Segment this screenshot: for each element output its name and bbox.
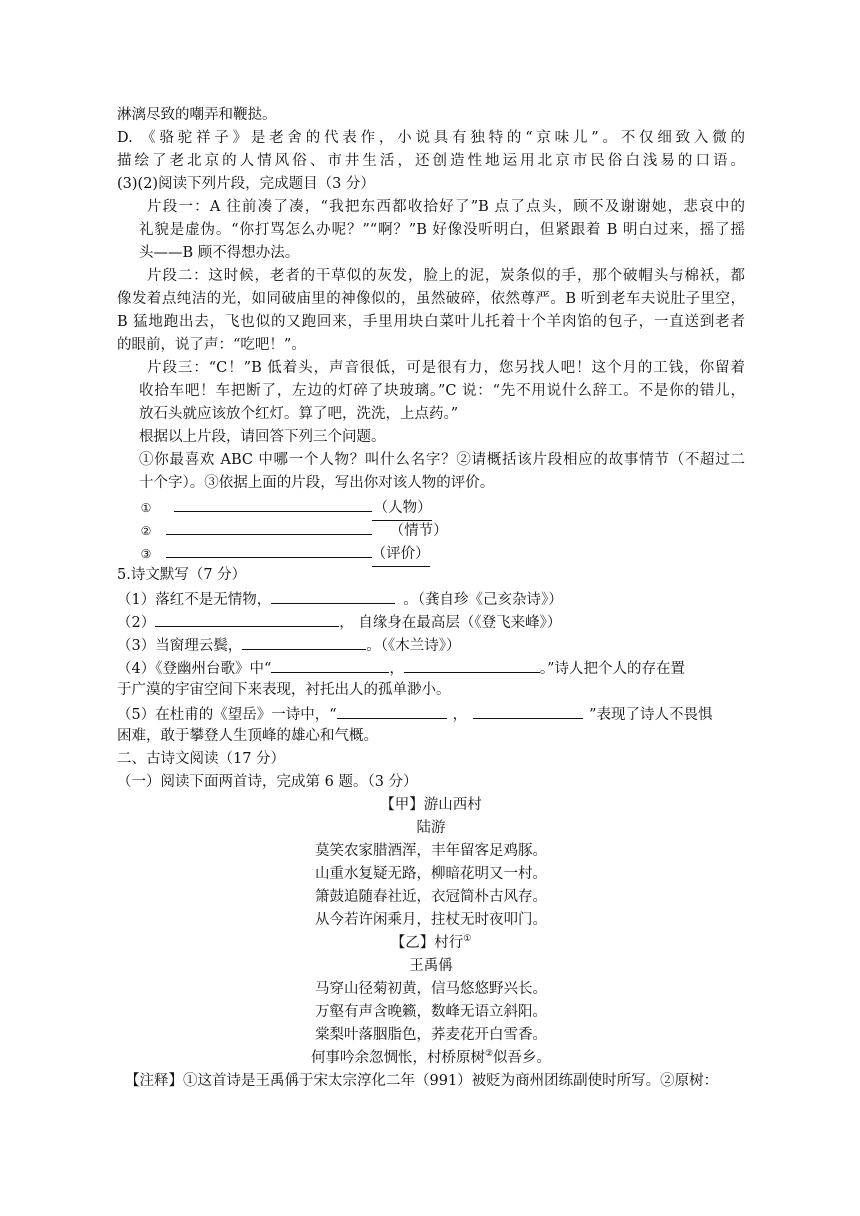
dictation-item — [117, 702, 745, 725]
poem-a-line: 箫鼓追随春社近，衣冠简朴古风存。 — [315, 889, 547, 905]
question-text: 根据以上片段，请回答下列三个问题。 — [139, 429, 386, 445]
section-heading: 5.诗文默写（7 分） — [117, 567, 247, 583]
dictation-text: （1）落红不是无情物， — [117, 592, 272, 608]
dictation-blank[interactable] — [404, 656, 540, 673]
poem-b-line-text: 何事吟余忽惆怅，村桥原树 — [310, 1050, 485, 1066]
dictation-blank[interactable] — [473, 702, 583, 719]
poem-b-title-text: 【乙】村行 — [390, 935, 464, 951]
section-heading: 二、古诗文阅读（17 分） — [117, 751, 286, 767]
dictation-item — [117, 633, 745, 656]
poem-b-line-text: 似吾乡。 — [493, 1050, 552, 1066]
answer-line-evaluation — [117, 541, 745, 564]
answer-number: ③ — [140, 547, 152, 561]
answer-label: （情节） — [389, 523, 448, 539]
answer-line-plot — [117, 518, 745, 541]
question-text: 十个字）。③依据上面的片段，写出你对该人物的评价。 — [139, 475, 495, 491]
poem-b-author: 王禹偁 — [409, 958, 453, 974]
footnote-marker: ① — [463, 934, 472, 945]
dictation-item — [117, 587, 745, 610]
question-text: ①你最喜欢 ABC 中哪一个人物？叫什么名字？②请概括该片段相应的故事情节（不超过二 — [139, 452, 745, 468]
excerpt-1-line: 片段一：A 往前凑了凑，“我把东西都收拾好了”B 点了点头，顾不及谢谢她，悲哀中的 — [147, 199, 745, 215]
poem-a-title: 【甲】游山西村 — [380, 797, 482, 813]
dictation-text: （5）在杜甫的《望岳》一诗中，“ — [117, 707, 337, 723]
dictation-text: （2） — [117, 615, 156, 631]
dictation-blank[interactable] — [271, 587, 395, 604]
subsection-heading: （一）阅读下面两首诗，完成第 6 题。（3 分） — [117, 774, 418, 790]
answer-blank[interactable] — [166, 518, 372, 535]
text-line: 描绘了老北京的人情风俗、市井生活，还创造性地运用北京市民俗白浅易的口语。 — [117, 153, 745, 169]
dictation-blank[interactable] — [271, 656, 389, 673]
excerpt-1-line: 礼貌是虚伪。“你打骂怎么办呢？”“啊？”B 好像没听明白，但紧跟着 B 明白过来，摇了摇 — [139, 222, 745, 238]
dictation-blank[interactable] — [337, 702, 447, 719]
dictation-text: 。（龚自珍《己亥杂诗》） — [403, 592, 563, 608]
excerpt-2-line: 像发着点纯洁的光，如同破庙里的神像似的，虽然破碎，依然尊严。B 听到老车夫说肚子里空， — [117, 291, 745, 307]
text-line: D. 《骆驼祥子》是老舍的代表作，小说具有独特的“京味儿”。不仅细致入微的 — [117, 130, 745, 146]
poem-a-author: 陆游 — [416, 820, 446, 836]
text-line: 淋漓尽致的嘲弄和鞭挞。 — [117, 107, 277, 123]
document-page — [117, 104, 745, 1093]
answer-line-character — [117, 495, 745, 518]
dictation-text: 。”诗人把个人的存在置 — [539, 661, 686, 677]
dictation-item — [117, 610, 745, 633]
poem-a-line: 从今若许闲乘月，拄杖无时夜叩门。 — [315, 912, 547, 928]
dictation-blank[interactable] — [242, 633, 366, 650]
poem-b-line: 万壑有声含晚籁，数峰无语立斜阳。 — [315, 1004, 547, 1020]
footnote-marker: ② — [484, 1049, 494, 1060]
poem-a-line: 莫笑农家腊酒浑，丰年留客足鸡豚。 — [315, 843, 547, 859]
excerpt-3-line: 片段三：“C！”B 低着头，声音很低，可是很有力，您另找人吧！这个月的工钱，你留着 — [147, 360, 745, 376]
dictation-text: 。（《木兰诗》） — [366, 638, 461, 654]
excerpt-2-line: 的眼前，说了声：“吃吧！”。 — [117, 337, 306, 353]
excerpt-3-line: 放石头就应该放个红灯。算了吧，洗洗，上点药。” — [139, 406, 459, 422]
dictation-item — [117, 656, 745, 679]
poem-b-title — [117, 932, 745, 955]
poem-b-line: 马穿山径菊初黄，信马悠悠野兴长。 — [315, 981, 547, 997]
dictation-text: 困难，敢于攀登人生顶峰的雄心和气概。 — [117, 728, 378, 744]
dictation-text: （4）《登幽州台歌》中“ — [117, 661, 272, 677]
dictation-text: 于广漠的宇宙空间下来表现，衬托出人的孤单渺小。 — [117, 682, 451, 698]
dictation-blank[interactable] — [155, 610, 339, 627]
answer-number: ② — [140, 524, 152, 538]
dictation-text: ， — [389, 661, 404, 677]
dictation-text: ”表现了诗人不畏惧 — [589, 707, 713, 723]
excerpt-1-line: 头——B 顾不得想办法。 — [139, 245, 300, 261]
answer-label: （评价） — [372, 543, 430, 567]
poem-b-line: 棠梨叶落胭脂色，荞麦花开白雪香。 — [315, 1027, 547, 1043]
excerpt-3-line: 收拾车吧！车把断了，左边的灯碎了块玻璃。”C 说：“先不用说什么辞工。不是你的错儿， — [139, 383, 745, 399]
dictation-text: （3）当窗理云鬓， — [117, 638, 243, 654]
dictation-text: ， 自缘身在最高层（《登飞来峰》） — [339, 615, 562, 631]
excerpt-2-line: B 猛地跑出去，飞也似的又跑回来，手里用块白菜叶儿托着十个羊肉馅的包子，一直送到老者 — [117, 314, 745, 330]
answer-label: （人物） — [372, 497, 432, 521]
dictation-text: ， — [452, 707, 468, 723]
annotation: 【注释】①这首诗是王禹偁于宋太宗淳化二年（991）被贬为商州团练副使时所写。②原树： — [125, 1073, 719, 1089]
poem-b-line — [117, 1047, 745, 1070]
excerpt-2-line: 片段二：这时候，老者的干草似的灰发，脸上的泥，炭条似的手，那个破帽头与棉袄，都 — [147, 268, 745, 284]
answer-number: ① — [140, 501, 152, 515]
answer-blank[interactable] — [166, 541, 372, 558]
question-heading: (3)(2)阅读下列片段，完成题目（3 分） — [117, 176, 375, 192]
poem-a-line: 山重水复疑无路，柳暗花明又一村。 — [315, 866, 547, 882]
answer-blank[interactable] — [174, 495, 372, 512]
